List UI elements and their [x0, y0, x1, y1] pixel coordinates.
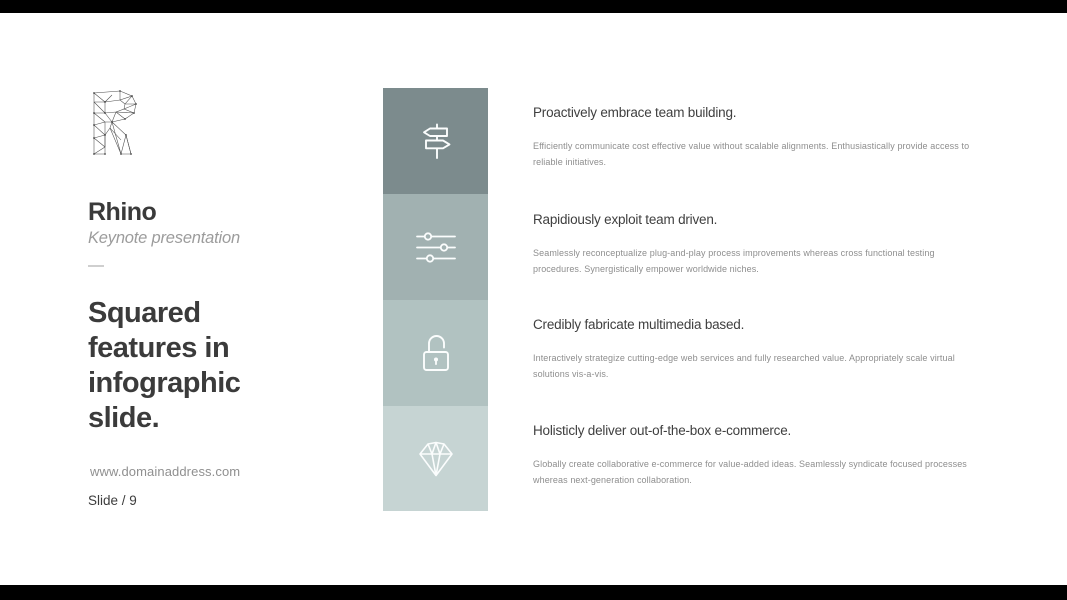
feature-title: Holisticly deliver out-of-the-box e-commerce. [533, 423, 792, 438]
letterbox-bottom-bar [0, 585, 1067, 600]
brand-subtitle: Keynote presentation [88, 229, 240, 247]
diamond-icon [416, 439, 456, 479]
feature-title: Credibly fabricate multimedia based. [533, 317, 745, 332]
feature-description: Efficiently communicate cost effective value without scalable alignments. Enthusiastically provide access to reliable initiatives. [533, 141, 970, 167]
feature-block-3 [533, 315, 985, 382]
slide-heading: Squared features in infographic slide. [88, 297, 241, 434]
divider-dash [88, 265, 104, 267]
feature-description: Interactively strategize cutting-edge web services and fully researched value. Appropriately scale virtual solutions vis-a-vis. [533, 353, 955, 379]
feature-square-3 [383, 300, 488, 406]
rhino-wireframe-logo-icon [88, 90, 140, 156]
website-link[interactable]: www.domainaddress.com [90, 464, 241, 479]
feature-description: Seamlessly reconceptualize plug-and-play process improvements whereas cross functional testing procedures. Synergistically empower worldwide niches. [533, 248, 935, 274]
feature-block-2 [533, 210, 985, 277]
feature-description: Globally create collaborative e-commerce for value-added ideas. Seamlessly syndicate focused processes whereas next-generation collaboration. [533, 459, 967, 485]
sliders-icon [416, 227, 456, 267]
brand-title: Rhino [88, 198, 157, 226]
feature-title: Rapidiously exploit team driven. [533, 212, 718, 227]
unlock-icon [416, 331, 456, 375]
feature-square-4 [383, 406, 488, 511]
letterbox-top-bar [0, 0, 1067, 13]
signpost-icon [416, 121, 456, 161]
feature-block-1 [533, 103, 985, 170]
feature-title: Proactively embrace team building. [533, 105, 737, 120]
slide-number: Slide / 9 [88, 493, 137, 508]
feature-square-2 [383, 194, 488, 300]
feature-squares-column [383, 88, 488, 511]
feature-block-4 [533, 421, 985, 488]
feature-square-1 [383, 88, 488, 194]
